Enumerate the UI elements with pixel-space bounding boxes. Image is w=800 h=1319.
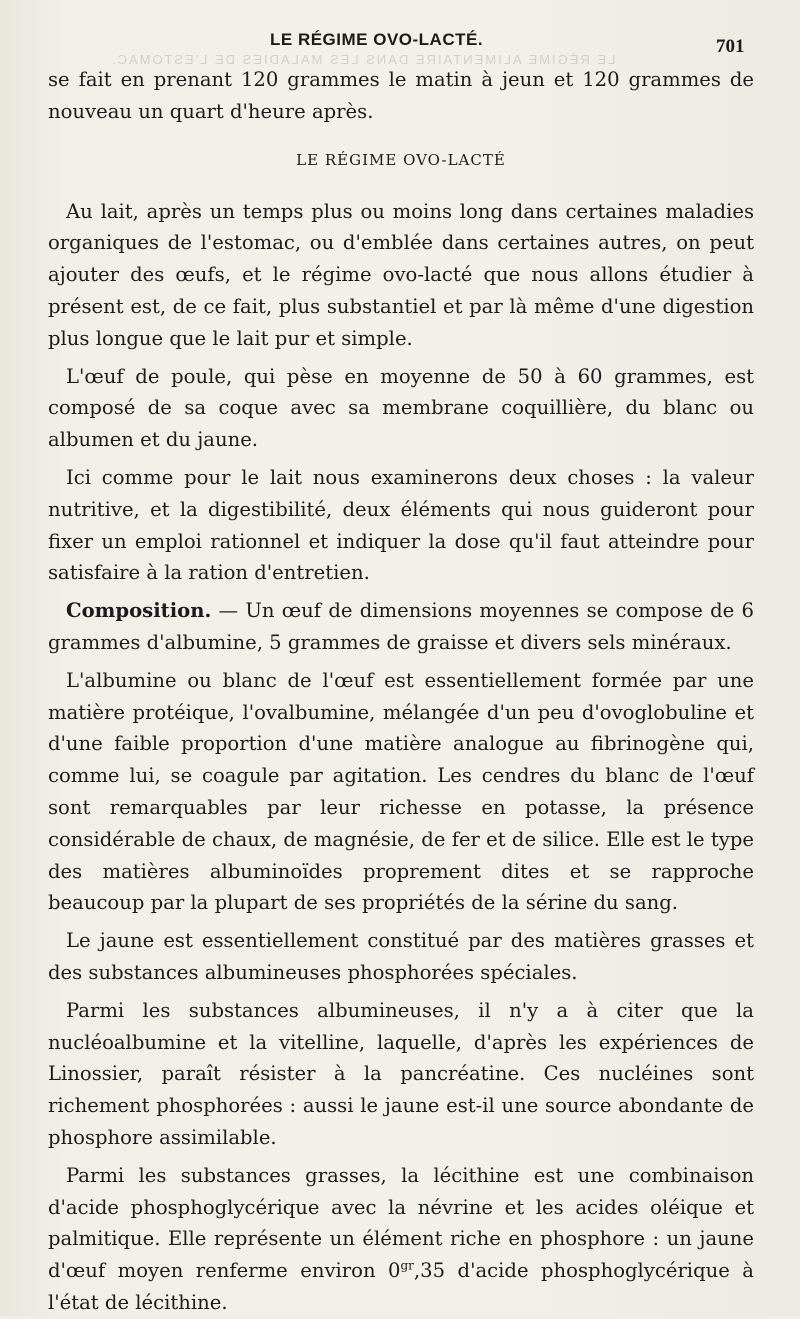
running-title: LE RÉGIME OVO-LACTÉ. xyxy=(270,30,484,49)
composition-text: — Un œuf de dimensions moyennes se compose de 6 grammes d'albumine, 5 grammes de graisse et divers sels minéraux. xyxy=(48,599,754,654)
paragraph-albuminous-substances: Parmi les substances albumineuses, il n'y a à citer que la nucléoalbumine et la vitelline, laquelle, d'après les expériences de Linossier, paraît résister à la pancréatine. Ces nucléines sont richement phosphorées : aussi le jaune est-il une source abondante de phosphore assimilable. xyxy=(48,998,754,1149)
paragraph-continuation: se fait en prenant 120 grammes le matin à jeun et 120 grammes de nouveau un quart d'heure après. xyxy=(48,68,754,123)
page-number: 701 xyxy=(716,36,745,57)
paragraph-albumin: L'albumine ou blanc de l'œuf est essentiellement formée par une matière protéique, l'ovalbumine, mélangée d'un peu d'ovoglobuline et d'une faible proportion d'une matière analogue au fibrinogène qui, comme lui, se coagule par agitation. Les cendres du blanc de l'œuf sont remarquables par leur richesse en potasse, la présence considérable de chaux, de magnésie, de fer et de silice. Elle est le type des matières albuminoïdes proprement dites et se rapproche beaucoup par la plupart de ses propriétés de la sérine du sang. xyxy=(48,668,754,915)
paragraph-composition xyxy=(48,595,754,659)
paragraph-examination: Ici comme pour le lait nous examinerons deux choses : la valeur nutritive, et la digestibilité, deux éléments qui nous guideront pour fixer un emploi rationnel et indiquer la dose qu'il faut atteindre pour satisfaire à la ration d'entretien. xyxy=(48,465,754,585)
paragraph-egg-structure: L'œuf de poule, qui pèse en moyenne de 50 à 60 grammes, est composé de sa coque avec sa membrane coquillière, du blanc ou albumen et du jaune. xyxy=(48,364,754,452)
lecithin-text-b: ,35 d'acide phosphoglycérique à l'état de lécithine. xyxy=(48,1259,754,1314)
paragraph-intro: Au lait, après un temps plus ou moins long dans certaines maladies organiques de l'estomac, ou d'emblée dans certaines autres, on peut ajouter des œufs, et le régime ovo-lacté que nous allons étudier à présent est, de ce fait, plus substantiel et par là même d'une digestion plus longue que le lait pur et simple. xyxy=(48,199,754,350)
gram-unit: gr xyxy=(400,1258,414,1273)
lecithin-text-a: Parmi les substances grasses, la lécithine est une combinaison d'acide phosphoglycérique avec la névrine et les acides oléique et palmitique. Elle représente un élément riche en phosphore : un jaune d'œuf moyen renferme environ 0 xyxy=(48,1163,754,1283)
section-title: LE RÉGIME OVO-LACTÉ xyxy=(296,150,506,169)
paragraph-fatty-substances xyxy=(48,1160,754,1319)
paragraph-yolk: Le jaune est essentiellement constitué par des matières grasses et des substances albumineuses phosphorées spéciales. xyxy=(48,929,754,984)
body-text xyxy=(48,64,754,1319)
composition-heading: Composition. xyxy=(66,599,212,623)
bleed-through-text: LE RÉGIME ALIMENTAIRE DANS LES MALADIES DE L'ESTOMAC. xyxy=(110,52,616,67)
